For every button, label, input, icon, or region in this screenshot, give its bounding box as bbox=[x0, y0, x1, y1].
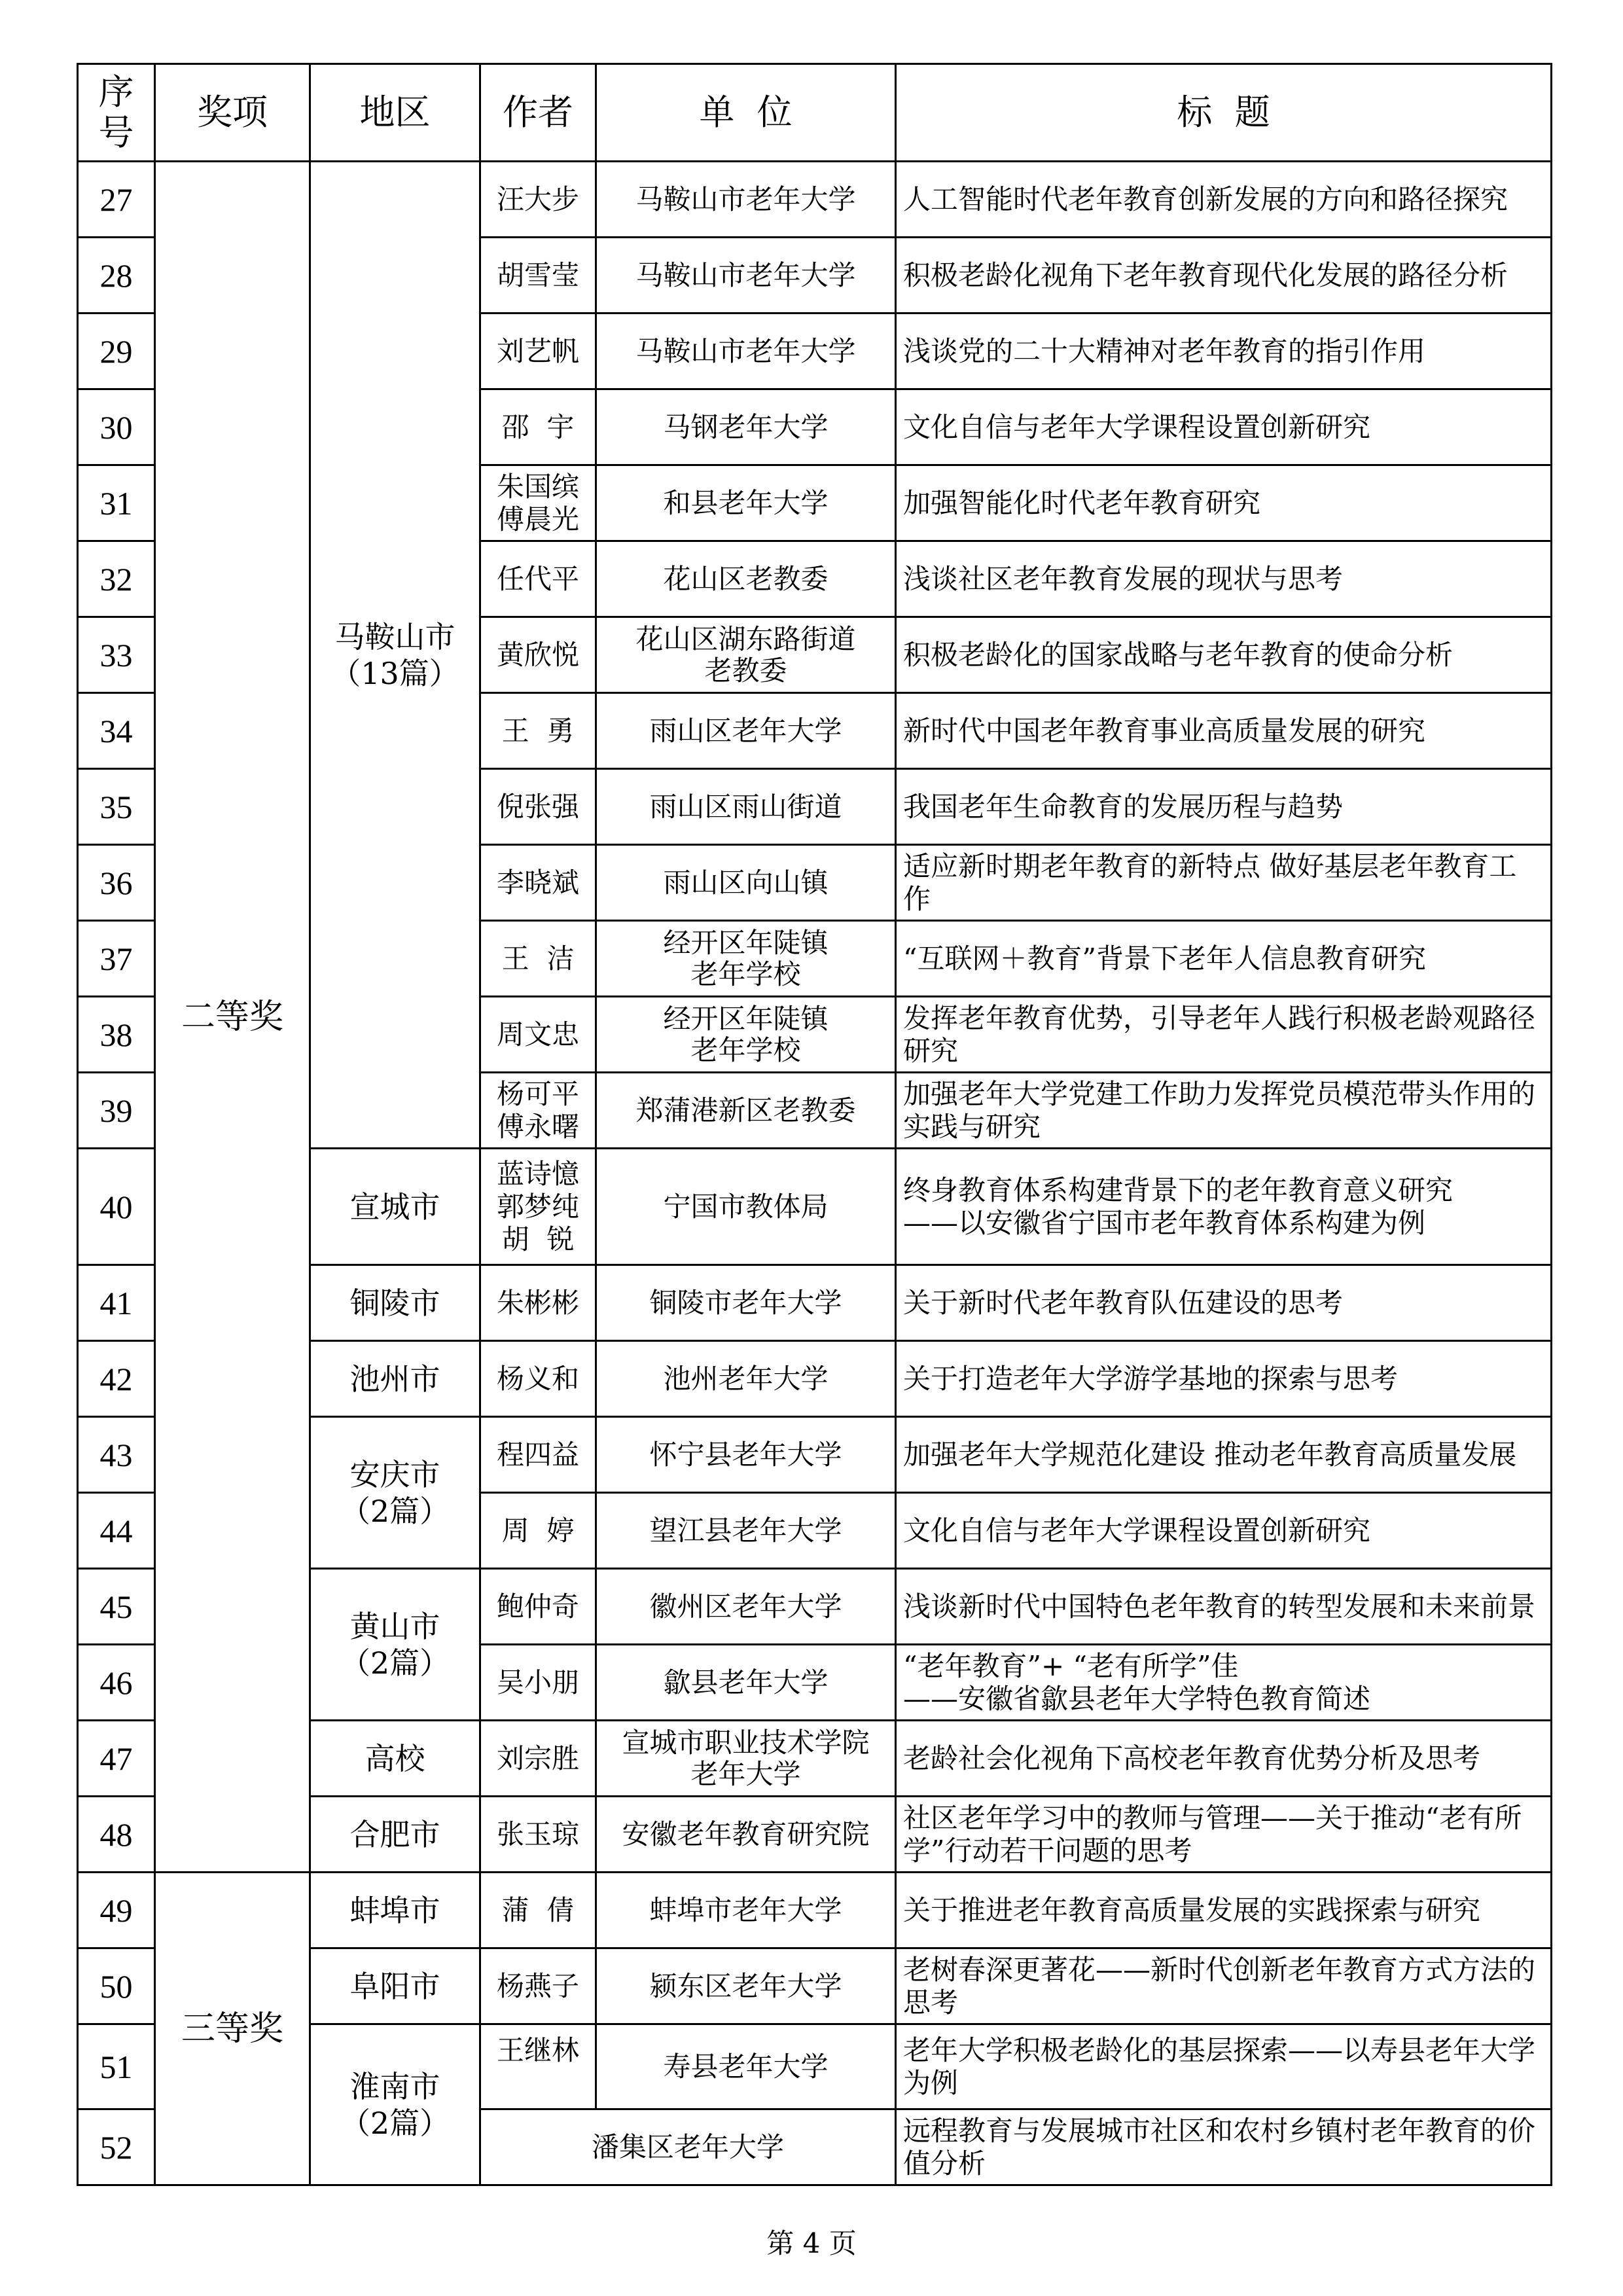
row-title: 老年大学积极老龄化的基层探索——以寿县老年大学为例 bbox=[896, 2024, 1552, 2109]
row-no: 45 bbox=[78, 1569, 155, 1645]
row-no: 31 bbox=[78, 465, 155, 541]
row-title: 我国老年生命教育的发展历程与趋势 bbox=[896, 769, 1552, 845]
award-third: 三等奖 bbox=[155, 1873, 310, 2185]
row-title: 积极老龄化的国家战略与老年教育的使命分析 bbox=[896, 617, 1552, 693]
row-no: 33 bbox=[78, 617, 155, 693]
row-author: 朱国缤 傅晨光 bbox=[480, 465, 596, 541]
row-author: 黄欣悦 bbox=[480, 617, 596, 693]
row-title: 老树春深更著花——新时代创新老年教育方式方法的思考 bbox=[896, 1948, 1552, 2024]
row-title: 浅谈党的二十大精神对老年教育的指引作用 bbox=[896, 314, 1552, 389]
region-anqing: 安庆市 （2篇） bbox=[310, 1417, 480, 1569]
row-title: 文化自信与老年大学课程设置创新研究 bbox=[896, 1493, 1552, 1569]
row-author: 周 婷 bbox=[480, 1493, 596, 1569]
row-title: 文化自信与老年大学课程设置创新研究 bbox=[896, 389, 1552, 465]
row-title: 关于推进老年教育高质量发展的实践探索与研究 bbox=[896, 1873, 1552, 1948]
row-author: 刘艺帆 bbox=[480, 314, 596, 389]
row-no: 40 bbox=[78, 1149, 155, 1265]
row-unit: 马鞍山市老年大学 bbox=[596, 238, 896, 314]
region-huainan: 淮南市 （2篇） bbox=[310, 2024, 480, 2185]
region-bengbu: 蚌埠市 bbox=[310, 1873, 480, 1948]
row-no: 51 bbox=[78, 2024, 155, 2109]
row-author: 蓝诗憶 郭梦纯 胡 锐 bbox=[480, 1149, 596, 1265]
header-award: 奖项 bbox=[155, 64, 310, 162]
row-no: 37 bbox=[78, 921, 155, 997]
row-no: 36 bbox=[78, 845, 155, 921]
row-unit: 潘集区老年大学 bbox=[480, 2109, 896, 2185]
row-no: 30 bbox=[78, 389, 155, 465]
row-author: 邵 宇 bbox=[480, 389, 596, 465]
row-author: 刘宗胜 bbox=[480, 1721, 596, 1797]
row-no: 50 bbox=[78, 1948, 155, 2024]
row-author: 王 勇 bbox=[480, 693, 596, 769]
row-author: 汪大步 bbox=[480, 162, 596, 238]
region-chizhou: 池州市 bbox=[310, 1341, 480, 1417]
row-author: 王继林 bbox=[480, 2024, 596, 2109]
row-no: 47 bbox=[78, 1721, 155, 1797]
row-no: 42 bbox=[78, 1341, 155, 1417]
row-title: 人工智能时代老年教育创新发展的方向和路径探究 bbox=[896, 162, 1552, 238]
row-unit: 和县老年大学 bbox=[596, 465, 896, 541]
row-title: 远程教育与发展城市社区和农村乡镇村老年教育的价值分析 bbox=[896, 2109, 1552, 2185]
row-title: 积极老龄化视角下老年教育现代化发展的路径分析 bbox=[896, 238, 1552, 314]
row-unit: 雨山区雨山街道 bbox=[596, 769, 896, 845]
row-no: 28 bbox=[78, 238, 155, 314]
table-row bbox=[78, 162, 1552, 238]
row-author: 程四益 bbox=[480, 1417, 596, 1493]
row-unit: 望江县老年大学 bbox=[596, 1493, 896, 1569]
row-no: 29 bbox=[78, 314, 155, 389]
row-title: 新时代中国老年教育事业高质量发展的研究 bbox=[896, 693, 1552, 769]
row-author: 李晓斌 bbox=[480, 845, 596, 921]
row-no: 27 bbox=[78, 162, 155, 238]
row-author: 朱彬彬 bbox=[480, 1265, 596, 1341]
row-no: 46 bbox=[78, 1645, 155, 1721]
row-title: “互联网＋教育”背景下老年人信息教育研究 bbox=[896, 921, 1552, 997]
page-footer: 第 4 页 bbox=[766, 2227, 857, 2259]
row-author: 张玉琼 bbox=[480, 1797, 596, 1873]
row-unit: 经开区年陡镇 老年学校 bbox=[596, 997, 896, 1073]
row-unit: 经开区年陡镇 老年学校 bbox=[596, 921, 896, 997]
row-title: 关于新时代老年教育队伍建设的思考 bbox=[896, 1265, 1552, 1341]
row-title: 加强智能化时代老年教育研究 bbox=[896, 465, 1552, 541]
region-gaoxiao: 高校 bbox=[310, 1721, 480, 1797]
row-title: 终身教育体系构建背景下的老年教育意义研究 ——以安徽省宁国市老年教育体系构建为例 bbox=[896, 1149, 1552, 1265]
row-unit: 花山区湖东路街道 老教委 bbox=[596, 617, 896, 693]
region-xuancheng: 宣城市 bbox=[310, 1149, 480, 1265]
row-title: 老龄社会化视角下高校老年教育优势分析及思考 bbox=[896, 1721, 1552, 1797]
row-author: 杨可平 傅永曙 bbox=[480, 1073, 596, 1149]
header-title: 标 题 bbox=[896, 64, 1552, 162]
row-title: “老年教育”+ “老有所学”佳 ——安徽省歙县老年大学特色教育简述 bbox=[896, 1645, 1552, 1721]
row-no: 34 bbox=[78, 693, 155, 769]
row-unit: 蚌埠市老年大学 bbox=[596, 1873, 896, 1948]
row-unit: 徽州区老年大学 bbox=[596, 1569, 896, 1645]
row-unit: 铜陵市老年大学 bbox=[596, 1265, 896, 1341]
row-author: 杨燕子 bbox=[480, 1948, 596, 2024]
region-hefei: 合肥市 bbox=[310, 1797, 480, 1873]
row-title: 发挥老年教育优势，引导老年人践行积极老龄观路径研究 bbox=[896, 997, 1552, 1073]
row-author: 鲍仲奇 bbox=[480, 1569, 596, 1645]
row-unit: 马钢老年大学 bbox=[596, 389, 896, 465]
row-title: 社区老年学习中的教师与管理——关于推动“老有所学”行动若干问题的思考 bbox=[896, 1797, 1552, 1873]
row-unit: 郑蒲港新区老教委 bbox=[596, 1073, 896, 1149]
row-title: 加强老年大学党建工作助力发挥党员模范带头作用的实践与研究 bbox=[896, 1073, 1552, 1149]
row-author: 任代平 bbox=[480, 541, 596, 617]
row-unit: 雨山区向山镇 bbox=[596, 845, 896, 921]
row-unit: 雨山区老年大学 bbox=[596, 693, 896, 769]
row-title: 关于打造老年大学游学基地的探索与思考 bbox=[896, 1341, 1552, 1417]
row-no: 52 bbox=[78, 2109, 155, 2185]
row-title: 适应新时期老年教育的新特点 做好基层老年教育工作 bbox=[896, 845, 1552, 921]
row-no: 39 bbox=[78, 1073, 155, 1149]
row-unit: 安徽老年教育研究院 bbox=[596, 1797, 896, 1873]
row-unit: 宣城市职业技术学院 老年大学 bbox=[596, 1721, 896, 1797]
row-author: 吴小朋 bbox=[480, 1645, 596, 1721]
row-unit: 池州老年大学 bbox=[596, 1341, 896, 1417]
row-title: 加强老年大学规范化建设 推动老年教育高质量发展 bbox=[896, 1417, 1552, 1493]
header-unit: 单 位 bbox=[596, 64, 896, 162]
row-author: 蒲 倩 bbox=[480, 1873, 596, 1948]
row-no: 35 bbox=[78, 769, 155, 845]
row-no: 48 bbox=[78, 1797, 155, 1873]
row-title: 浅谈新时代中国特色老年教育的转型发展和未来前景 bbox=[896, 1569, 1552, 1645]
row-no: 43 bbox=[78, 1417, 155, 1493]
row-unit: 马鞍山市老年大学 bbox=[596, 162, 896, 238]
row-unit: 花山区老教委 bbox=[596, 541, 896, 617]
awards-table bbox=[77, 63, 1552, 2186]
region-maanshan: 马鞍山市 （13篇） bbox=[310, 162, 480, 1149]
row-unit: 宁国市教体局 bbox=[596, 1149, 896, 1265]
row-no: 38 bbox=[78, 997, 155, 1073]
row-no: 32 bbox=[78, 541, 155, 617]
header-region: 地区 bbox=[310, 64, 480, 162]
row-unit: 歙县老年大学 bbox=[596, 1645, 896, 1721]
row-unit: 寿县老年大学 bbox=[596, 2024, 896, 2109]
region-fuyang: 阜阳市 bbox=[310, 1948, 480, 2024]
header-no: 序 号 bbox=[78, 64, 155, 162]
table-header-row bbox=[78, 64, 1552, 162]
row-author: 胡雪莹 bbox=[480, 238, 596, 314]
row-unit: 怀宁县老年大学 bbox=[596, 1417, 896, 1493]
region-huangshan: 黄山市 （2篇） bbox=[310, 1569, 480, 1721]
row-author: 周文忠 bbox=[480, 997, 596, 1073]
row-unit: 颍东区老年大学 bbox=[596, 1948, 896, 2024]
table-row bbox=[78, 1873, 1552, 1948]
header-author: 作者 bbox=[480, 64, 596, 162]
row-title: 浅谈社区老年教育发展的现状与思考 bbox=[896, 541, 1552, 617]
row-no: 44 bbox=[78, 1493, 155, 1569]
region-tongling: 铜陵市 bbox=[310, 1265, 480, 1341]
row-unit: 马鞍山市老年大学 bbox=[596, 314, 896, 389]
row-author: 杨义和 bbox=[480, 1341, 596, 1417]
award-second: 二等奖 bbox=[155, 162, 310, 1873]
row-no: 49 bbox=[78, 1873, 155, 1948]
row-author: 倪张强 bbox=[480, 769, 596, 845]
row-no: 41 bbox=[78, 1265, 155, 1341]
row-author: 王 洁 bbox=[480, 921, 596, 997]
